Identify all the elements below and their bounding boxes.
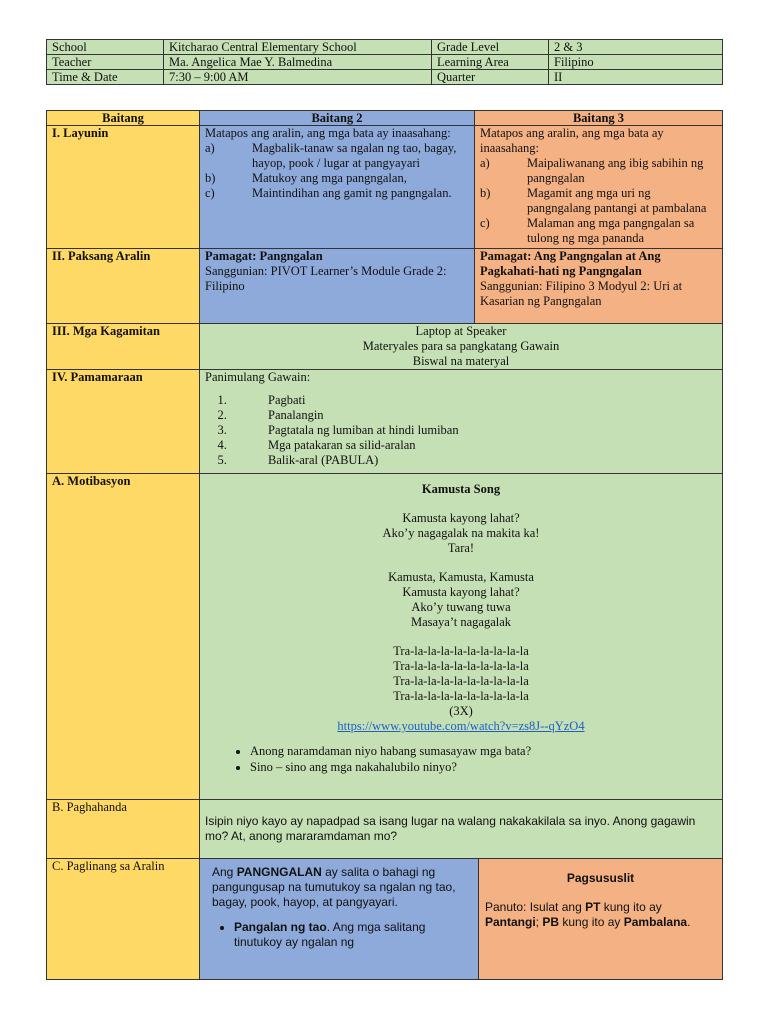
step-item: 4. Mga patakaran sa silid-aralan [230, 438, 717, 453]
paghahanda-text: Isipin niyo kayo ay napadpad sa isang lugar na walang nakakakilala sa inyo. Anong gagawin mo? At, anong mararamdaman mo? [200, 800, 723, 859]
motibasyon-questions [205, 744, 717, 775]
school-label: School [47, 40, 164, 55]
teacher-value: Ma. Angelica Mae Y. Balmedina [164, 55, 432, 70]
steps-list [205, 393, 717, 468]
row-paglinang [47, 859, 723, 980]
paglinang-baitang-2 [200, 859, 479, 979]
song-repeat: (3X) [449, 704, 473, 718]
objective-item: b) Magamit ang mga uri ng pangngalang pantangi at pambalana [480, 186, 707, 215]
pagsusulit-title: Pagsususlit [566, 871, 635, 885]
paksa-baitang-3 [475, 249, 723, 324]
info-row-school [47, 40, 723, 55]
row-pamamaraan [47, 370, 723, 474]
song-line: Tra-la-la-la-la-la-la-la-la-la [393, 659, 529, 673]
layunin-b2-intro: Matapos ang aralin, ang mga bata ay inaasahang: [205, 126, 451, 140]
header-row [47, 111, 723, 126]
question-item: • Anong naramdaman niyo habang sumasayaw mga bata? [250, 744, 717, 759]
paksa-b3-source: Sanggunian: Filipino 3 Modyul 2: Uri at Kasarian ng Pangngalan [480, 279, 683, 308]
song-line: Kamusta kayong lahat? [402, 585, 520, 599]
learning-area-value: Filipino [549, 55, 723, 70]
objective-item: b) Matukoy ang mga pangngalan, [205, 171, 407, 185]
song-line: Masaya’t nagagalak [410, 615, 512, 629]
time-date-label: Time & Date [47, 70, 164, 85]
song-line: Tra-la-la-la-la-la-la-la-la-la [393, 689, 529, 703]
song-line: Tara! [447, 541, 475, 555]
type-item: • Pangalan ng tao. Ang mga salitang tinutukoy ay ngalan ng [234, 920, 472, 950]
objective-item: c) Maintindihan ang gamit ng pangngalan. [205, 186, 452, 200]
kagamitan-label: III. Mga Kagamitan [47, 324, 200, 370]
material-item: Materyales para sa pangkatang Gawain [362, 339, 560, 353]
song-line: Ako’y nagagalak na makita ka! [382, 526, 540, 540]
material-item: Laptop at Speaker [415, 324, 507, 338]
quarter-label: Quarter [432, 70, 549, 85]
paghahanda-label: B. Paghahanda [47, 800, 200, 859]
learning-area-label: Learning Area [432, 55, 549, 70]
layunin-label: I. Layunin [47, 126, 200, 249]
paksang-aralin-label: II. Paksang Aralin [47, 249, 200, 324]
info-row-time [47, 70, 723, 85]
song-line: Kamusta, Kamusta, Kamusta [388, 570, 534, 584]
header-baitang: Baitang [47, 111, 200, 126]
step-item: 1. Pagbati [230, 393, 717, 408]
objective-item: c) Malaman ang mga pangngalan sa tulong ng mga pananda [480, 216, 695, 245]
header-baitang-3: Baitang 3 [475, 111, 723, 126]
question-item: • Sino – sino ang mga nakahalubilo ninyo? [250, 760, 717, 775]
objective-item: a) Maipaliwanang ang ibig sabihin ng pangngalan [480, 156, 704, 185]
pamamaraan-label: IV. Pamamaraan [47, 370, 200, 474]
motibasyon-content [200, 474, 723, 800]
paglinang-label: C. Paglinang sa Aralin [47, 859, 200, 980]
step-item: 5. Balik-aral (PABULA) [230, 453, 717, 468]
paksa-b2-source: Sanggunian: PIVOT Learner’s Module Grade 2: Filipino [205, 264, 447, 293]
objective-item: a) Magbalik-tanaw sa ngalan ng tao, bagay, hayop, pook / lugar at pangyayari [205, 141, 457, 170]
song-title: Kamusta Song [421, 482, 501, 496]
song-line: Ako’y tuwang tuwa [411, 600, 511, 614]
paksa-b2-title: Pamagat: Pangngalan [205, 249, 323, 263]
row-kagamitan [47, 324, 723, 370]
layunin-b3-intro: Matapos ang aralin, ang mga bata ay inaasahang: [480, 126, 664, 155]
pangngalan-types [212, 920, 472, 950]
step-item: 2. Panalangin [230, 408, 717, 423]
paksa-baitang-2 [200, 249, 475, 324]
song-line: Tra-la-la-la-la-la-la-la-la-la [393, 674, 529, 688]
teacher-label: Teacher [47, 55, 164, 70]
info-table [46, 39, 723, 85]
time-date-value: 7:30 – 9:00 AM [164, 70, 432, 85]
row-paksang-aralin [47, 249, 723, 324]
school-value: Kitcharao Central Elementary School [164, 40, 432, 55]
paglinang-baitang-3 [479, 859, 722, 979]
pamamaraan-content [200, 370, 723, 474]
layunin-baitang-3 [475, 126, 723, 249]
pagsusulit-instructions: Panuto: Isulat ang PT kung ito ay Pantangi; PB kung ito ay Pambalana. [485, 900, 691, 929]
kagamitan-items [200, 324, 723, 370]
step-item: 3. Pagtatala ng lumiban at hindi lumiban [230, 423, 717, 438]
header-baitang-2: Baitang 2 [200, 111, 475, 126]
row-paghahanda [47, 800, 723, 859]
row-layunin [47, 126, 723, 249]
info-row-teacher [47, 55, 723, 70]
quarter-value: II [549, 70, 723, 85]
material-item: Biswal na materyal [412, 354, 510, 368]
pangngalan-definition: Ang PANGNGALAN ay salita o bahagi ng pangungusap na tumutukoy sa ngalan ng tao, bagay, pook, hayop, at pangyayari. [212, 865, 456, 909]
grade-level-label: Grade Level [432, 40, 549, 55]
motibasyon-label: A. Motibasyon [47, 474, 200, 800]
layunin-baitang-2 [200, 126, 475, 249]
pamamaraan-intro: Panimulang Gawain: [205, 370, 311, 384]
lesson-plan-table [46, 110, 723, 980]
grade-level-value: 2 & 3 [549, 40, 723, 55]
paksa-b3-title: Pamagat: Ang Pangngalan at Ang Pagkahati-hati ng Pangngalan [480, 249, 661, 278]
song-line: Kamusta kayong lahat? [402, 511, 520, 525]
song-video-link[interactable]: https://www.youtube.com/watch?v=zs8J--qYzO4 [337, 719, 585, 733]
song-line: Tra-la-la-la-la-la-la-la-la-la [393, 644, 529, 658]
row-motibasyon [47, 474, 723, 800]
